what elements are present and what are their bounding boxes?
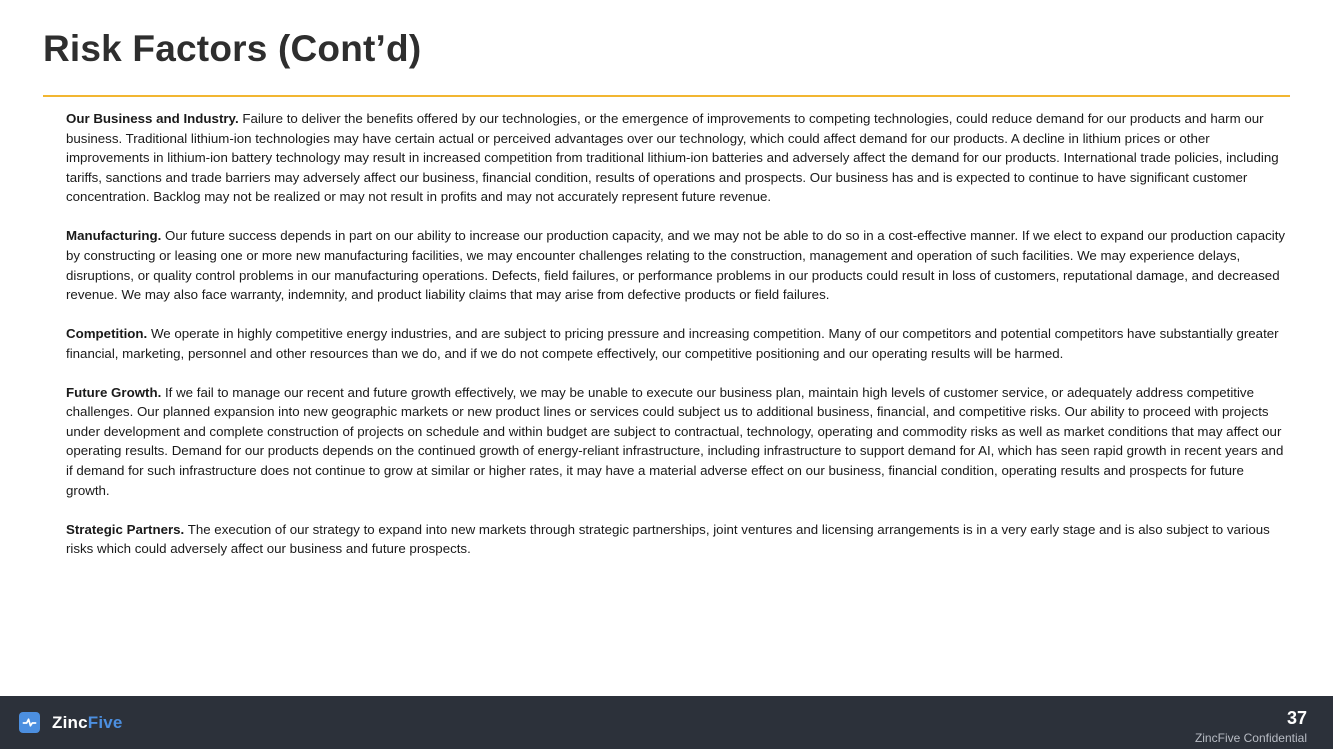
- zincfive-logo: [19, 712, 123, 733]
- paragraph-manufacturing: [66, 226, 1286, 304]
- title-divider: [43, 95, 1290, 97]
- paragraph-future-growth: [66, 383, 1286, 501]
- paragraph-competition: [66, 324, 1286, 363]
- page-number: 37: [1286, 708, 1307, 728]
- paragraph-heading: Strategic Partners.: [66, 521, 185, 537]
- paragraph-body: The execution of our strategy to expand into new markets through strategic partnerships, joint ventures and licensing arrangements is in a very early stage and is also subject to various risks which could adversely affect our business and future prospects.: [66, 521, 1270, 557]
- logo-wordmark-five: Five: [87, 712, 123, 732]
- page-title: Risk Factors (Cont’d): [43, 28, 422, 69]
- footer-bar: [0, 696, 1333, 749]
- paragraph-heading: Future Growth.: [66, 384, 162, 400]
- paragraph-business-and-industry: [66, 109, 1286, 207]
- risk-factors-content: [66, 109, 1286, 578]
- paragraph-heading: Competition.: [66, 326, 148, 342]
- paragraph-body: We operate in highly competitive energy industries, and are subject to pricing pressure and increasing competition. Many of our competitors and potential competitors have substantially greater financial, marketing, personnel and other resources than we do, and if we do not compete effectively, our competitive positioning and our operating results will be harmed.: [66, 326, 1279, 361]
- paragraph-body: Our future success depends in part on our ability to increase our production capacity, and we may not be able to do so in a cost-effective manner. If we elect to expand our production capacity by constructing or leasing one or more new manufacturing facilities, we may encounter challenges relating to the construction, management and operation of such facilities. We may experience delays, disruptions, or quality control problems in our manufacturing operations. Defects, field failures, or performance problems in our products could result in loss of customers, reputational damage, and decreased revenue. We may also face warranty, indemnity, and product liability claims that may arise from defective products or field failures.: [66, 228, 1286, 303]
- paragraph-body: Failure to deliver the benefits offered by our technologies, or the emergence of improvements to competing technologies, could reduce demand for our products and harm our business. Traditional lithium-ion technologies may have certain actual or perceived advantages over our technology, which could affect demand for our products. A decline in lithium prices or other improvements in lithium-ion battery technology may result in increased competition from traditional lithium-ion batteries and adversely affect the demand for our products. International trade policies, including tariffs, sanctions and trade barriers may adversely affect our business, financial condition, results of operations and prospects. Our business has and is expected to continue to have significant customer concentration. Backlog may not be realized or may not result in profits and may not accurately represent future revenue.: [66, 111, 1279, 205]
- paragraph-heading: Our Business and Industry.: [66, 111, 239, 126]
- paragraph-heading: Manufacturing.: [66, 228, 162, 244]
- logo-wordmark: [52, 713, 123, 733]
- paragraph-strategic-partners: [66, 520, 1286, 559]
- paragraph-body: If we fail to manage our recent and future growth effectively, we may be unable to execute our business plan, maintain high levels of customer service, or adequately address competitive challenges. Our planned expansion into new geographic markets or new product lines or services could subject us to additional business, financial, and competitive risks. Our ability to proceed with projects under development and complete construction of projects on schedule and within budget are subject to contractual, technology, operating and commodity risks as well as market conditions that may affect our operating results. Demand for our products depends on the continued growth of energy-reliant infrastructure, including infrastructure to support demand for AI, which has seen rapid growth in recent years and if demand for such infrastructure does not continue to grow at similar or higher rates, it may have a material adverse effect on our business, financial condition, operating results and prospects for future growth.: [66, 384, 1284, 498]
- lightning-bolt-icon: [19, 712, 40, 733]
- confidential-label: ZincFive Confidential: [1194, 731, 1307, 745]
- logo-wordmark-zinc: Zinc: [52, 712, 88, 732]
